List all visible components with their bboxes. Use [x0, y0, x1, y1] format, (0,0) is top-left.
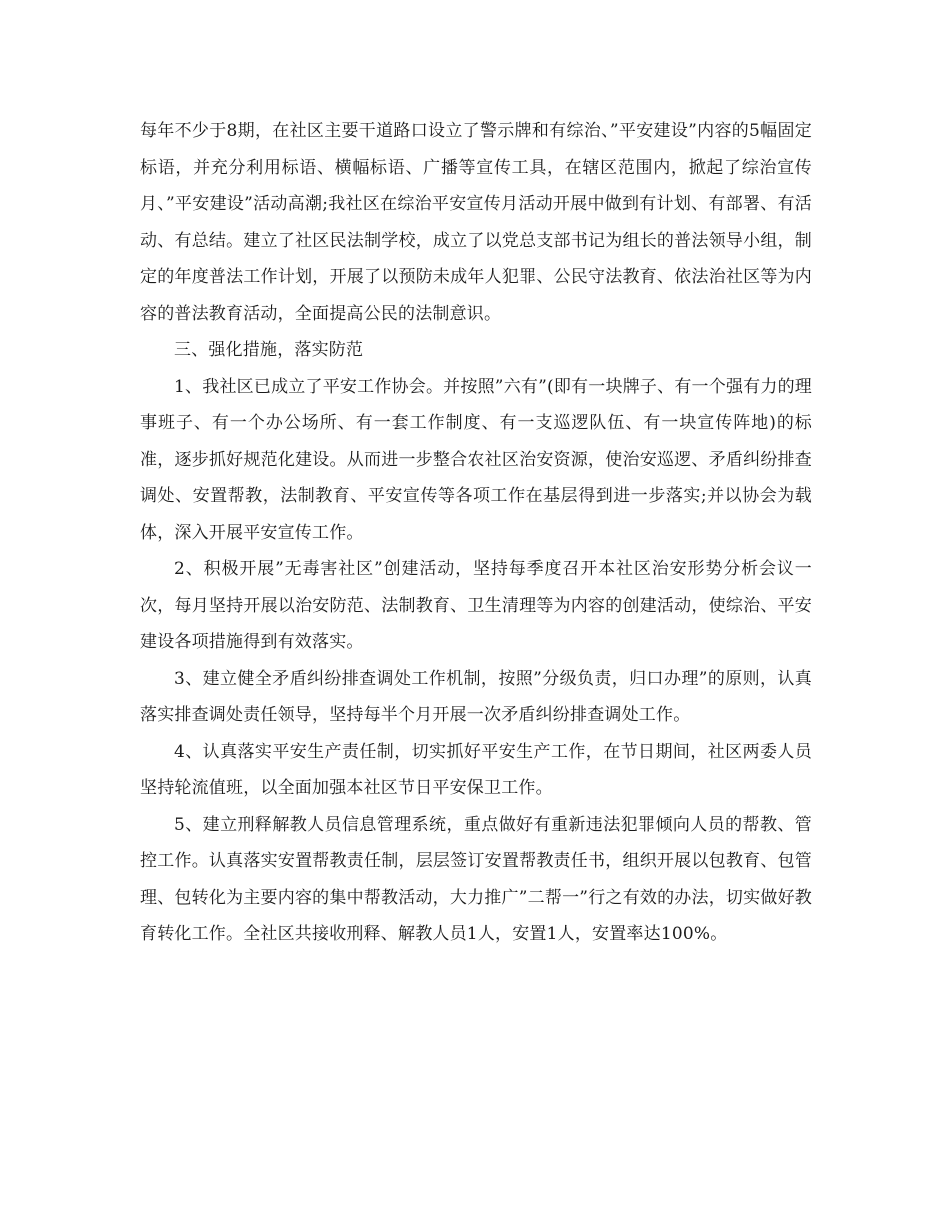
paragraph-item-5: 5、建立刑释解教人员信息管理系统，重点做好有重新违法犯罪倾向人员的帮教、管控工作。认真落实安置帮教责任制，层层签订安置帮教责任书，组织开展以包教育、包管理、包转化为主要内容的集中帮教活动，大力推广”二帮一”行之有效的办法，切实做好教育转化工作。全社区共接收刑释、解教人员1人，安置1人，安置率达100%。	[140, 814, 812, 944]
document-body	[140, 113, 812, 953]
section-heading-measures: 三、强化措施，落实防范	[174, 340, 364, 360]
paragraph-publicity-work: 每年不少于8期，在社区主要干道路口设立了警示牌和有综治、”平安建设”内容的5幅固定标语，并充分利用标语、横幅标语、广播等宣传工具，在辖区范围内，掀起了综治宣传月、”平安建设”活动高潮;我社区在综治平安宣传月活动开展中做到有计划、有部署、有活动、有总结。建立了社区民法制学校，成立了以党总支部书记为组长的普法领导小组，制定的年度普法工作计划，开展了以预防未成年人犯罪、公民守法教育、依法治社区等为内容的普法教育活动，全面提高公民的法制意识。	[140, 121, 812, 324]
paragraph-item-3: 3、建立健全矛盾纠纷排查调处工作机制，按照”分级负责，归口办理”的原则，认真落实排查调处责任领导，坚持每半个月开展一次矛盾纠纷排查调处工作。	[140, 668, 812, 725]
paragraph-item-4: 4、认真落实平安生产责任制，切实抓好平安生产工作，在节日期间，社区两委人员坚持轮流值班，以全面加强本社区节日平安保卫工作。	[140, 741, 812, 798]
paragraph-item-1: 1、我社区已成立了平安工作协会。并按照”六有”(即有一块牌子、有一个强有力的理事班子、有一个办公场所、有一套工作制度、有一支巡逻队伍、有一块宣传阵地)的标准，逐步抓好规范化建设。从而进一步整合农社区治安资源，使治安巡逻、矛盾纠纷排查调处、安置帮教，法制教育、平安宣传等各项工作在基层得到进一步落实;并以协会为载体，深入开展平安宣传工作。	[140, 376, 812, 543]
paragraph-item-2: 2、积极开展”无毒害社区”创建活动，坚持每季度召开本社区治安形势分析会议一次，每月坚持开展以治安防范、法制教育、卫生清理等为内容的创建活动，使综治、平安建设各项措施得到有效落实。	[140, 559, 812, 652]
